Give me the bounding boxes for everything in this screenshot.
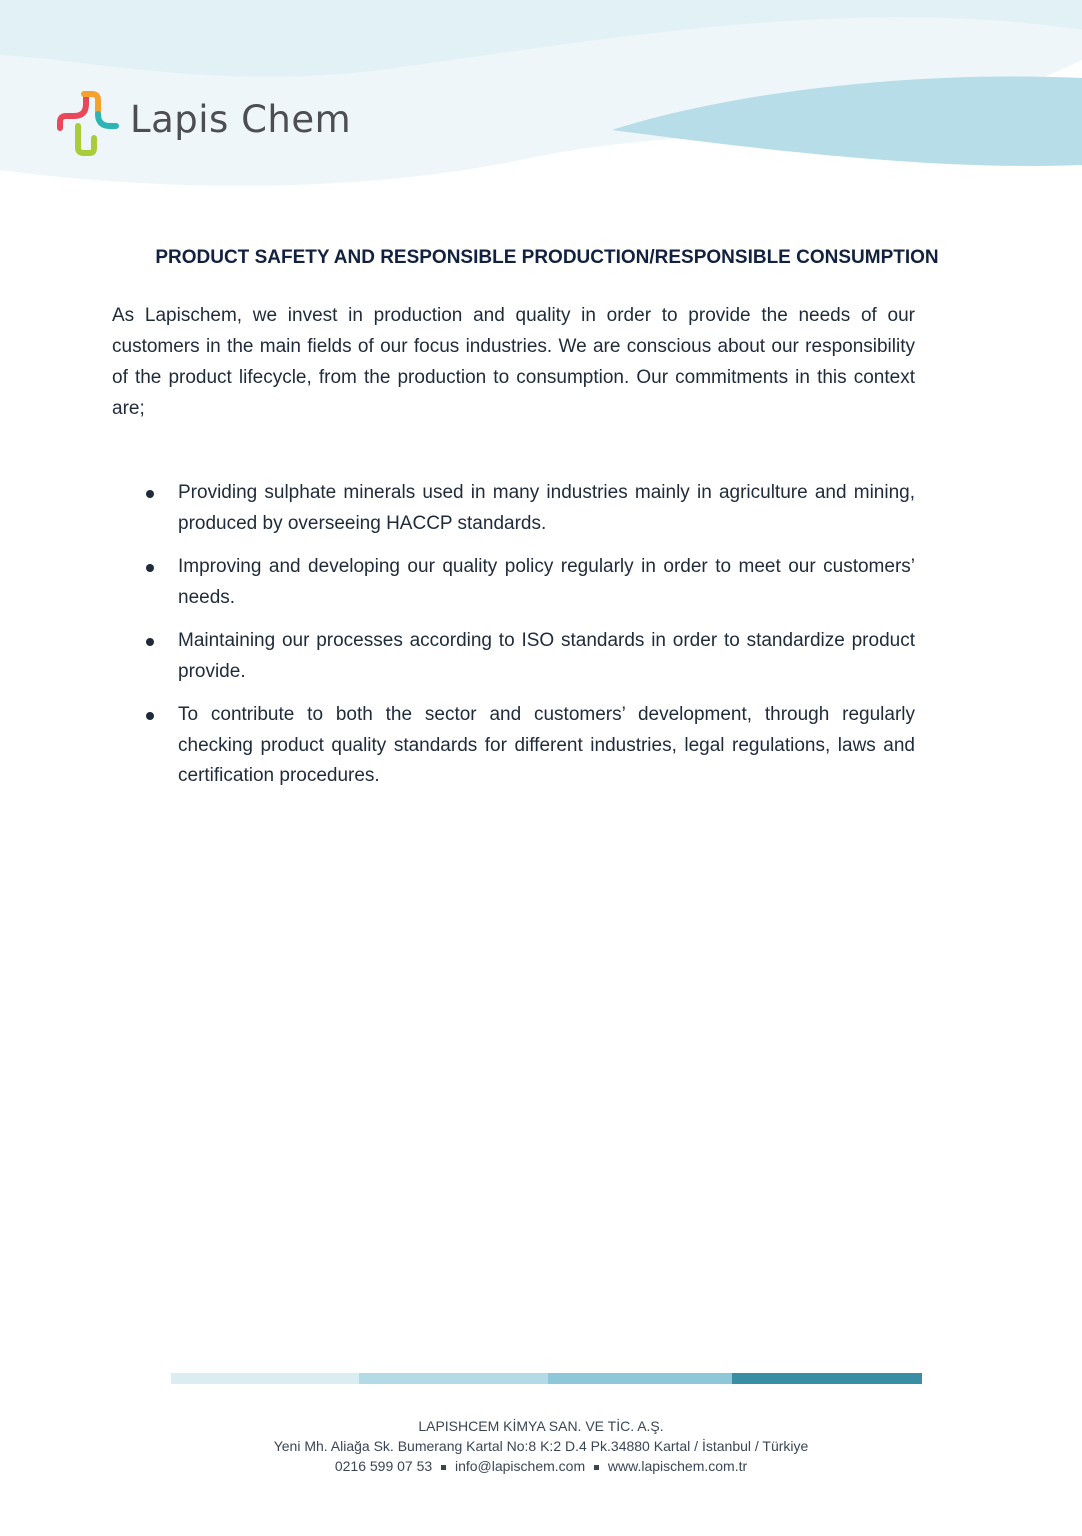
list-item-text: Providing sulphate minerals used in many industries mainly in agriculture and mining, produced by overseeing HACCP standards. (178, 482, 915, 534)
footer-bar-segment (359, 1373, 548, 1384)
footer-website-link[interactable]: www.lapischem.com.tr (607, 1458, 748, 1474)
footer-contact (0, 1456, 1082, 1476)
intro-paragraph: As Lapischem, we invest in production and quality in order to provide the needs of our customers in the main fields of our focus industries. We are conscious about our responsibility of the product lifecycle, from the production to consumption. Our commitments in this context are; (112, 305, 915, 419)
footer-phone: 0216 599 07 53 (334, 1458, 433, 1474)
footer (0, 1416, 1082, 1476)
logo-wordmark: Lapis Chem (130, 98, 352, 141)
bullet-icon (146, 638, 154, 646)
footer-bar-segment (732, 1373, 922, 1384)
commitments-list (112, 478, 915, 805)
list-item (112, 552, 915, 613)
list-item (112, 478, 915, 539)
bullet-icon (146, 712, 154, 720)
list-item-text: Maintaining our processes according to ISO standards in order to standardize product provide. (178, 630, 915, 682)
footer-email-link[interactable]: info@lapischem.com (454, 1458, 586, 1474)
footer-bar-segment (171, 1373, 359, 1384)
list-item (112, 626, 915, 687)
list-item-text: Improving and developing our quality policy regularly in order to meet our customers’ needs. (178, 556, 915, 608)
list-item (112, 700, 915, 792)
bullet-icon (146, 564, 154, 572)
footer-bar-segment (548, 1373, 732, 1384)
company-logo (56, 90, 386, 160)
footer-color-bar (171, 1373, 922, 1384)
separator-icon (441, 1465, 446, 1470)
bullet-icon (146, 490, 154, 498)
footer-company-name: LAPISHCEM KİMYA SAN. VE TİC. A.Ş. (418, 1418, 664, 1434)
footer-address: Yeni Mh. Aliağa Sk. Bumerang Kartal No:8 K:2 D.4 Pk.34880 Kartal / İstanbul / Türkiye (273, 1438, 809, 1454)
lapis-chem-logo-icon (56, 90, 120, 156)
page-title: PRODUCT SAFETY AND RESPONSIBLE PRODUCTION/RESPONSIBLE CONSUMPTION (155, 247, 939, 268)
separator-icon (594, 1465, 599, 1470)
list-item-text: To contribute to both the sector and customers’ development, through regularly checking product quality standards for different industries, legal regulations, laws and certification procedures. (178, 704, 915, 786)
